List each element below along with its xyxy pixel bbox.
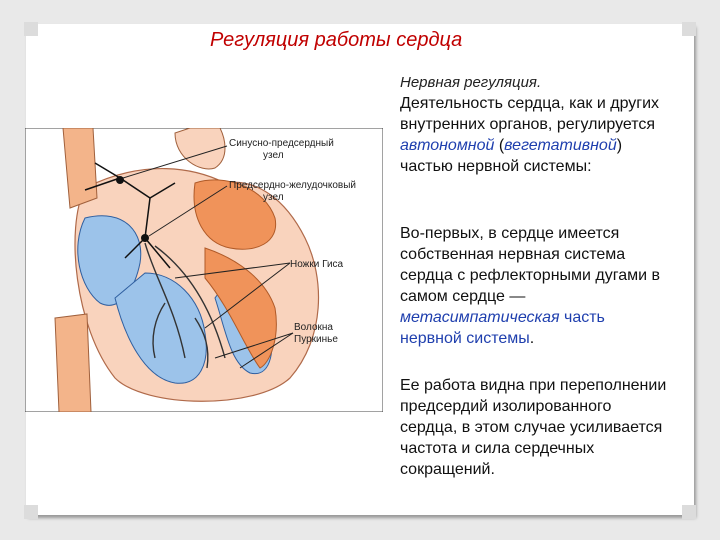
sa-node-label: Синусно-предсердный узел: [229, 138, 334, 161]
corner-decoration: [682, 505, 696, 519]
paragraph-1: Деятельность сердца, как и других внутренних органов, регулируется автономной (вегетативной) частью нервной системы:: [400, 95, 660, 175]
av-node-label: Предсердно-желудочковый узел: [229, 180, 357, 203]
purkinje-label: Волокна Пуркинье: [294, 322, 338, 345]
av-node: [141, 234, 149, 242]
term-autonomous: автономной: [400, 137, 495, 154]
corner-decoration: [24, 505, 38, 519]
slide-title: Регуляция работы сердца: [210, 29, 463, 51]
term-metasympathetic: метасимпатическая: [400, 309, 560, 326]
his-bundle-label: Ножки Гиса: [290, 259, 344, 270]
sa-node: [116, 176, 124, 184]
term-nervous-system-part: часть нервной системы: [400, 309, 605, 347]
term-vegetative: вегетативной: [504, 137, 617, 154]
paragraph-2: Во-первых, в сердце имеется собственная нервная система сердца с рефлекторными дугами в самом сердце — метасимпатическая часть нервной системы.: [400, 225, 661, 347]
corner-decoration: [682, 22, 696, 36]
paragraph-3: Ее работа видна при переполнении предсердий изолированного сердца, в этом случае усиливается частота и сила сердечных сокращений.: [400, 377, 667, 478]
subheading: Нервная регуляция.: [400, 74, 542, 91]
corner-decoration: [24, 22, 38, 36]
inferior-vena-cava: [55, 314, 91, 412]
